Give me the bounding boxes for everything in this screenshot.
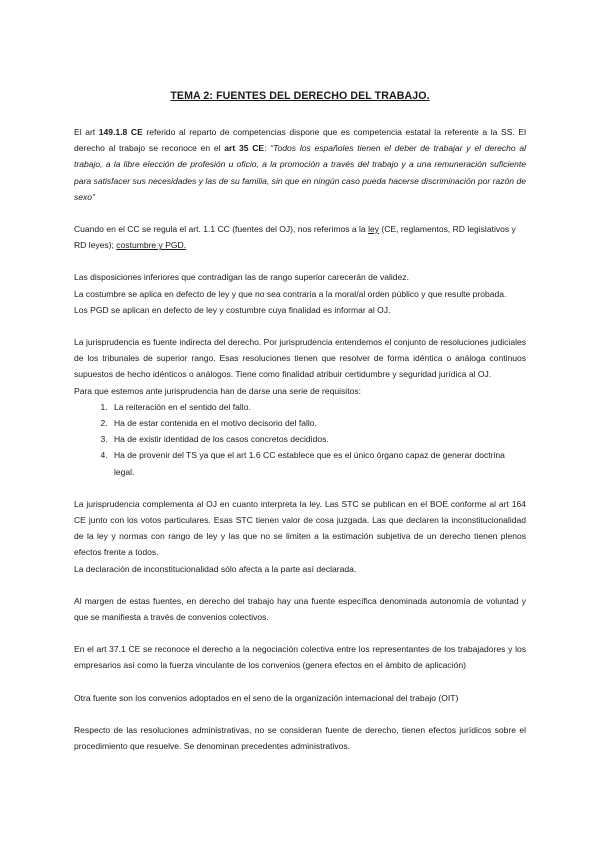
paragraph-inconstitucionalidad: La declaración de inconstitucionalidad sólo afecta a la parte así declarada. [74, 563, 357, 574]
document-title: TEMA 2: FUENTES DEL DERECHO DEL TRABAJO. [170, 90, 430, 102]
text-run: referido al reparto de competencias dispone que es competencia estatal la referente a la SS. El derecho al trabajo se reconoce en el [74, 127, 526, 154]
underlined-ley: ley [368, 224, 379, 235]
paragraph-art-37: En el art 37.1 CE se reconoce el derecho a la negociación colectiva entre los representantes de los trabajadores y los empresarios así como la fuerza vinculante de los convenios (genera efectos en el ámbito de aplicación) [74, 644, 526, 671]
paragraph-resoluciones: Respecto de las resoluciones administrativas, no se consideran fuente de derecho, tienen efectos jurídicos sobre el procedimiento que resuelve. Se denominan precedentes administrativos. [74, 724, 526, 752]
text-run: : [264, 143, 271, 154]
text-run: El art [74, 127, 99, 137]
bold-ref-art35: art 35 CE [224, 143, 265, 154]
paragraph-jurisprudencia: La jurisprudencia es fuente indirecta del derecho. Por jurisprudencia entendemos el conjunto de resoluciones judiciales de los tribunales de superior rango. Esas resoluciones tienen que resolver de forma idéntica o análoga continuos supuestos de hecho idénticos o análogos. Tiene como finalidad atribuir certidumbre y seguridad jurídica al OJ. [74, 337, 526, 380]
list-item: 4. Ha de provenir del TS ya que el art 1.6 CC establece que es el único órgano capaz de generar doctrina legal. [110, 447, 526, 479]
art35-quote: “Todos los españoles tienen el deber de trabajar y el derecho al trabajo, a la libre elección de profesión u oficio, a la promoción a través del trabajo y a una remuneración suficiente para satisfacer sus necesidades y las de su familia, sin que en ningún caso pueda hacerse discriminación por razón de sexo” [74, 143, 527, 202]
paragraph-fuentes-cc [74, 221, 526, 253]
text-run: Cuando en el CC se regula el art. 1.1 CC (fuentes del OJ), nos referimos a la [74, 224, 369, 235]
list-item: 2. Ha de estar contenida en el motivo decisorio del fallo. [110, 415, 526, 431]
paragraph-jerarquia-line: Las disposiciones inferiores que contradigan las de rango superior carecerán de validez. [74, 272, 409, 283]
paragraph-jerarquia-line: La costumbre se aplica en defecto de ley y que no sea contraria a la moral/al orden público y que resulte probada. [74, 288, 507, 299]
paragraph-jerarquia-line: Los PGD se aplican en defecto de ley y costumbre cuya finalidad es informar al OJ. [74, 304, 391, 315]
list-item: 3. Ha de existir identidad de los casos concretos decididos. [110, 431, 526, 447]
requisitos-list [74, 399, 526, 480]
paragraph-art-149 [74, 124, 526, 205]
list-item: 1. La reiteración en el sentido del fallo. [110, 399, 526, 415]
paragraph-complementa: La jurisprudencia complementa al OJ en cuanto interpreta la ley. Las STC se publican en el BOE conforme al art 164 CE junto con los votos particulares. Esas STC tienen valor de cosa juzgada. Las que declaren la inconstitucionalidad de la ley y normas con rango de ley y las que no se limiten a la estimación subjetiva de un derecho tienen plenos efectos frente a todos. [74, 498, 526, 558]
document-body [74, 124, 526, 754]
text-run: (CE, reglamentos, RD legislativos y RD leyes); [74, 224, 516, 251]
bold-ref-149: 149.1.8 CE [98, 127, 143, 137]
paragraph-oit: Otra fuente son los convenios adoptados en el seno de la organización internacional del trabajo (OIT) [74, 692, 459, 703]
paragraph-autonomia: Al margen de estas fuentes, en derecho del trabajo hay una fuente específica denominada autonomía de voluntad y que se manifiesta a través de convenios colectivos. [74, 595, 526, 623]
paragraph-requisitos-intro: Para que estemos ante jurisprudencia han de darse una serie de requisitos: [74, 385, 361, 396]
underlined-costumbre-pgd: costumbre y PGD. [116, 240, 187, 251]
